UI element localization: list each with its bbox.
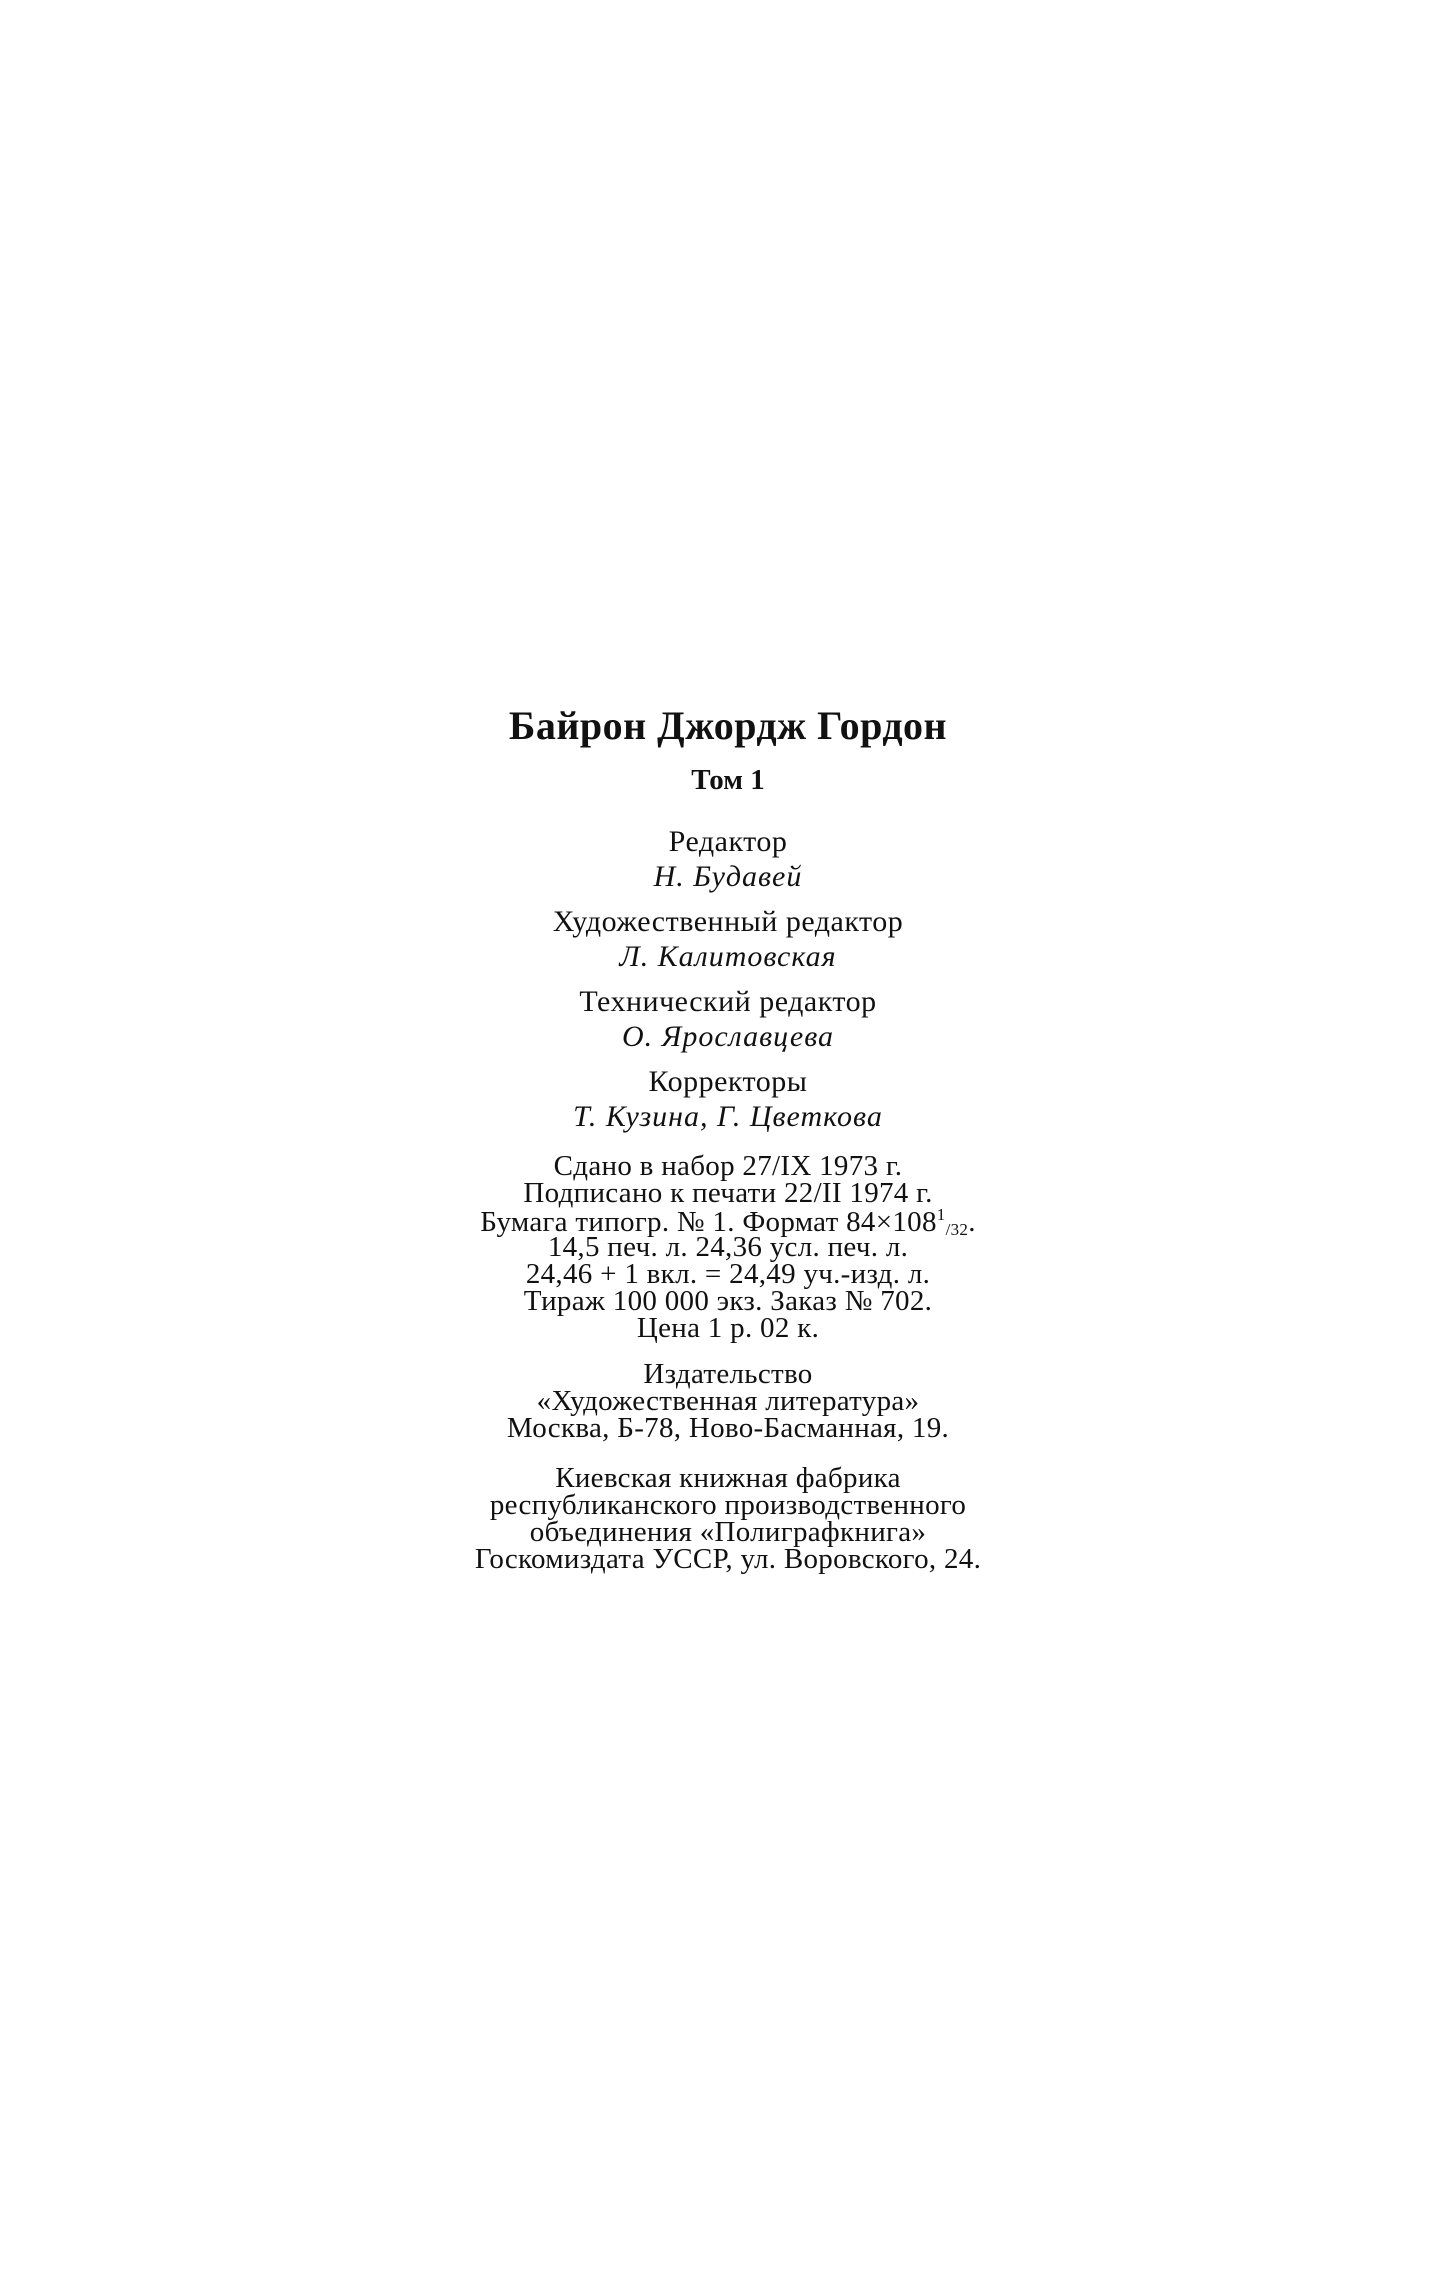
publisher-name: «Художественная литература»	[536, 1385, 920, 1417]
credit-name-proofreaders: Т. Кузина, Г. Цветкова	[573, 1100, 883, 1133]
credit-name-art-editor: Л. Калитовская	[619, 940, 837, 973]
printer-association: объединения «Полиграфкнига»	[529, 1516, 927, 1548]
publisher-address: Москва, Б-78, Ново-Басманная, 19.	[506, 1412, 950, 1444]
credit-role-editor: Редактор	[668, 825, 788, 858]
credit-role-tech-editor: Технический редактор	[579, 985, 877, 1018]
printer-organization: республиканского производственного	[489, 1489, 967, 1521]
credit-name-tech-editor: О. Ярославцева	[621, 1020, 835, 1053]
format-end: .	[968, 1206, 976, 1238]
print-detail-circulation: Тираж 100 000 экз. Заказ № 702.	[523, 1285, 933, 1317]
volume-number: Том 1	[691, 764, 765, 796]
format-fraction-separator: /	[945, 1220, 951, 1239]
paper-format-text: Бумага типогр. № 1. Формат 84×108	[480, 1206, 937, 1238]
publisher-label: Издательство	[643, 1358, 813, 1390]
print-detail-signed: Подписано к печати 22/II 1974 г.	[523, 1177, 933, 1209]
print-detail-sheets: 14,5 печ. л. 24,36 усл. печ. л.	[547, 1231, 909, 1263]
print-detail-typeset: Сдано в набор 27/IX 1973 г.	[553, 1150, 903, 1182]
print-detail-price: Цена 1 р. 02 к.	[636, 1312, 820, 1344]
book-author-title: Байрон Джордж Гордон	[508, 703, 948, 748]
printer-name: Киевская книжная фабрика	[555, 1462, 901, 1494]
format-fraction-numerator: 1	[936, 1205, 946, 1224]
print-detail-publisher-sheets: 24,46 + 1 вкл. = 24,49 уч.-изд. л.	[525, 1258, 931, 1290]
format-fraction-denominator: 32	[950, 1220, 969, 1239]
printer-address: Госкомиздата УССР, ул. Воровского, 24.	[474, 1543, 982, 1575]
credit-name-editor: Н. Будавей	[653, 860, 803, 893]
credit-role-proofreaders: Корректоры	[648, 1065, 808, 1098]
credit-role-art-editor: Художественный редактор	[552, 905, 904, 938]
